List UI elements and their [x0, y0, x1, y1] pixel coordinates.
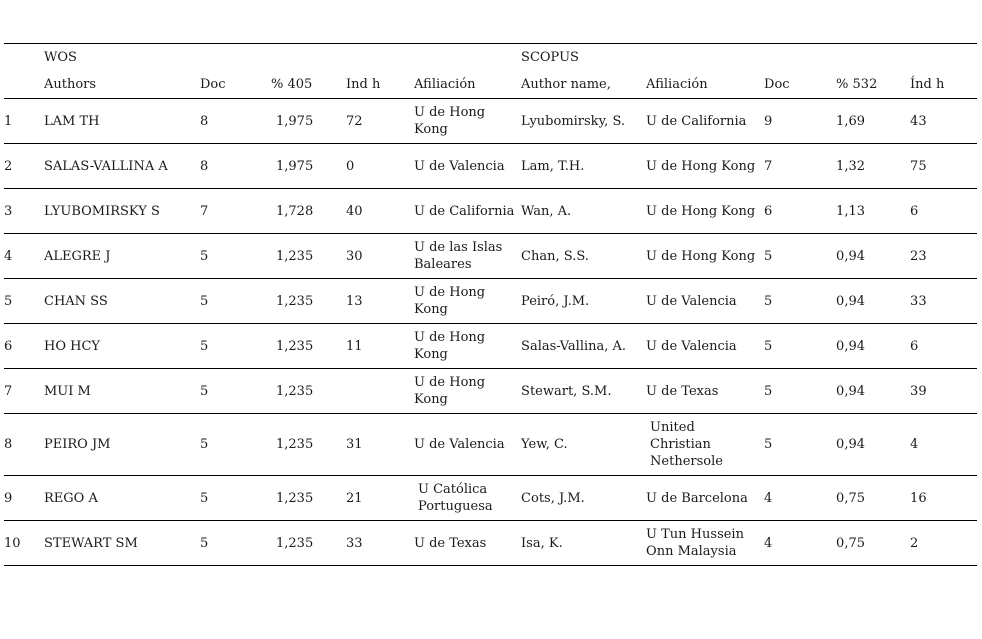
- scopus-pct: 1,13: [836, 189, 910, 234]
- table-row: [4, 99, 977, 144]
- wos-author: STEWART SM: [44, 521, 200, 566]
- wos-doc: 5: [200, 476, 271, 521]
- col-header-wos-afil: Afiliación: [414, 71, 521, 99]
- wos-afil: U de California: [414, 189, 521, 234]
- group-header-spacer: [4, 44, 44, 72]
- scopus-doc: 5: [764, 279, 836, 324]
- scopus-pct: 0,94: [836, 369, 910, 414]
- col-header-wos-pct: % 405: [271, 71, 346, 99]
- wos-afil: U de las Islas Baleares: [414, 234, 521, 279]
- scopus-indh: 16: [910, 476, 977, 521]
- wos-pct: 1,235: [271, 234, 346, 279]
- col-header-scopus-pct: % 532: [836, 71, 910, 99]
- scopus-doc: 5: [764, 324, 836, 369]
- col-header-number: [4, 71, 44, 99]
- wos-afil: U Católica Portuguesa: [414, 476, 521, 521]
- table-row: [4, 369, 977, 414]
- row-number: 10: [4, 521, 44, 566]
- wos-pct: 1,975: [271, 144, 346, 189]
- wos-doc: 5: [200, 369, 271, 414]
- wos-author: HO HCY: [44, 324, 200, 369]
- row-number: 8: [4, 414, 44, 476]
- scopus-pct: 0,75: [836, 521, 910, 566]
- col-header-scopus-doc: Doc: [764, 71, 836, 99]
- column-header-row: [4, 71, 977, 99]
- wos-doc: 7: [200, 189, 271, 234]
- wos-indh: 0: [346, 144, 414, 189]
- wos-pct: 1,235: [271, 324, 346, 369]
- wos-pct: 1,235: [271, 414, 346, 476]
- scopus-indh: 39: [910, 369, 977, 414]
- table-row: [4, 476, 977, 521]
- row-number: 3: [4, 189, 44, 234]
- scopus-indh: 2: [910, 521, 977, 566]
- scopus-indh: 6: [910, 324, 977, 369]
- wos-indh: [346, 369, 414, 414]
- scopus-indh: 23: [910, 234, 977, 279]
- wos-afil: U de Texas: [414, 521, 521, 566]
- scopus-author: Cots, J.M.: [521, 476, 646, 521]
- wos-afil: U de Hong Kong: [414, 99, 521, 144]
- wos-indh: 11: [346, 324, 414, 369]
- scopus-doc: 5: [764, 414, 836, 476]
- scopus-doc: 4: [764, 476, 836, 521]
- row-number: 2: [4, 144, 44, 189]
- wos-author: CHAN SS: [44, 279, 200, 324]
- scopus-doc: 6: [764, 189, 836, 234]
- wos-indh: 72: [346, 99, 414, 144]
- scopus-indh: 75: [910, 144, 977, 189]
- scopus-afil: U de Texas: [646, 369, 764, 414]
- wos-indh: 13: [346, 279, 414, 324]
- wos-author: LYUBOMIRSKY S: [44, 189, 200, 234]
- scopus-afil: U de California: [646, 99, 764, 144]
- scopus-afil: U de Valencia: [646, 279, 764, 324]
- scopus-afil: U Tun Hussein Onn Malaysia: [646, 521, 764, 566]
- scopus-author: Lyubomirsky, S.: [521, 99, 646, 144]
- wos-doc: 5: [200, 414, 271, 476]
- scopus-author: Yew, C.: [521, 414, 646, 476]
- table-row: [4, 324, 977, 369]
- scopus-doc: 9: [764, 99, 836, 144]
- table-row: [4, 189, 977, 234]
- scopus-afil: U de Valencia: [646, 324, 764, 369]
- col-header-scopus-author: Author name,: [521, 71, 646, 99]
- table-row: [4, 234, 977, 279]
- table-row: [4, 521, 977, 566]
- row-number: 5: [4, 279, 44, 324]
- group-header-wos: WOS: [44, 44, 521, 72]
- wos-afil: U de Hong Kong: [414, 369, 521, 414]
- wos-indh: 30: [346, 234, 414, 279]
- scopus-pct: 1,69: [836, 99, 910, 144]
- col-header-scopus-afil: Afiliación: [646, 71, 764, 99]
- scopus-pct: 0,94: [836, 279, 910, 324]
- col-header-wos-indh: Ind h: [346, 71, 414, 99]
- wos-author: MUI M: [44, 369, 200, 414]
- wos-doc: 5: [200, 521, 271, 566]
- wos-afil: U de Hong Kong: [414, 279, 521, 324]
- scopus-pct: 0,94: [836, 234, 910, 279]
- wos-pct: 1,235: [271, 279, 346, 324]
- table-row: [4, 144, 977, 189]
- scopus-pct: 1,32: [836, 144, 910, 189]
- scopus-afil: U de Barcelona: [646, 476, 764, 521]
- scopus-author: Isa, K.: [521, 521, 646, 566]
- wos-pct: 1,235: [271, 369, 346, 414]
- group-header-scopus: SCOPUS: [521, 44, 977, 72]
- scopus-author: Stewart, S.M.: [521, 369, 646, 414]
- wos-pct: 1,728: [271, 189, 346, 234]
- wos-author: ALEGRE J: [44, 234, 200, 279]
- row-number: 7: [4, 369, 44, 414]
- scopus-author: Peiró, J.M.: [521, 279, 646, 324]
- scopus-doc: 5: [764, 234, 836, 279]
- wos-pct: 1,975: [271, 99, 346, 144]
- row-number: 4: [4, 234, 44, 279]
- wos-afil: U de Valencia: [414, 414, 521, 476]
- scopus-afil: United Christian Nethersole: [646, 414, 764, 476]
- row-number: 9: [4, 476, 44, 521]
- row-number: 1: [4, 99, 44, 144]
- scopus-afil: U de Hong Kong: [646, 144, 764, 189]
- scopus-indh: 33: [910, 279, 977, 324]
- wos-afil: U de Hong Kong: [414, 324, 521, 369]
- scopus-author: Chan, S.S.: [521, 234, 646, 279]
- col-header-wos-doc: Doc: [200, 71, 271, 99]
- scopus-author: Wan, A.: [521, 189, 646, 234]
- scopus-indh: 43: [910, 99, 977, 144]
- wos-doc: 5: [200, 279, 271, 324]
- wos-indh: 33: [346, 521, 414, 566]
- scopus-author: Salas-Vallina, A.: [521, 324, 646, 369]
- wos-doc: 5: [200, 234, 271, 279]
- wos-afil: U de Valencia: [414, 144, 521, 189]
- scopus-author: Lam, T.H.: [521, 144, 646, 189]
- wos-pct: 1,235: [271, 521, 346, 566]
- wos-indh: 40: [346, 189, 414, 234]
- wos-pct: 1,235: [271, 476, 346, 521]
- authors-comparison-table: [4, 43, 977, 566]
- scopus-indh: 4: [910, 414, 977, 476]
- scopus-pct: 0,94: [836, 414, 910, 476]
- group-header-row: [4, 44, 977, 72]
- table-row: [4, 279, 977, 324]
- scopus-doc: 4: [764, 521, 836, 566]
- scopus-indh: 6: [910, 189, 977, 234]
- col-header-scopus-indh: Índ h: [910, 71, 977, 99]
- wos-author: REGO A: [44, 476, 200, 521]
- scopus-afil: U de Hong Kong: [646, 234, 764, 279]
- wos-indh: 21: [346, 476, 414, 521]
- scopus-pct: 0,75: [836, 476, 910, 521]
- scopus-pct: 0,94: [836, 324, 910, 369]
- wos-author: PEIRO JM: [44, 414, 200, 476]
- wos-doc: 8: [200, 144, 271, 189]
- wos-doc: 8: [200, 99, 271, 144]
- table-row: [4, 414, 977, 476]
- row-number: 6: [4, 324, 44, 369]
- wos-indh: 31: [346, 414, 414, 476]
- wos-doc: 5: [200, 324, 271, 369]
- wos-author: LAM TH: [44, 99, 200, 144]
- scopus-doc: 5: [764, 369, 836, 414]
- wos-author: SALAS-VALLINA A: [44, 144, 200, 189]
- scopus-afil: U de Hong Kong: [646, 189, 764, 234]
- scopus-doc: 7: [764, 144, 836, 189]
- col-header-wos-authors: Authors: [44, 71, 200, 99]
